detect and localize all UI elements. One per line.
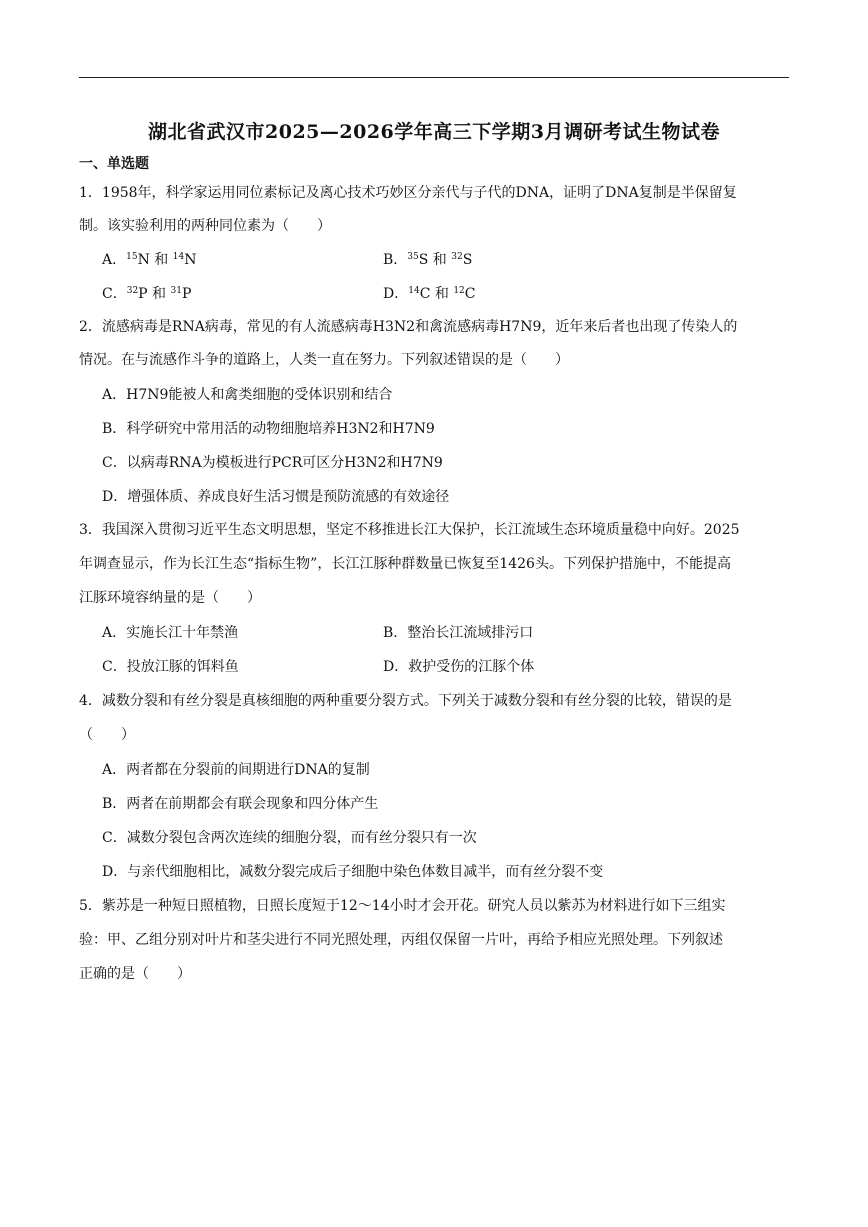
- question-3-option-c[interactable]: C．投放江豚的饵料鱼: [102, 659, 239, 675]
- question-2-option-c[interactable]: C．以病毒RNA为模板进行PCR可区分H3N2和H7N9: [102, 455, 443, 471]
- question-2-option-d[interactable]: D．增强体质、养成良好生活习惯是预防流感的有效途径: [102, 489, 450, 505]
- question-3-line-3: 江豚环境容纳量的是（ ）: [79, 590, 261, 606]
- question-5-line-3: 正确的是（ ）: [79, 966, 191, 982]
- question-4-option-c[interactable]: C．减数分裂包含两次连续的细胞分裂，而有丝分裂只有一次: [102, 830, 477, 846]
- question-4-line-2: （ ）: [79, 727, 135, 743]
- question-1-line-2: 制。该实验利用的两种同位素为（ ）: [79, 218, 331, 234]
- question-1-option-a[interactable]: A．$^{15}$N 和 $^{14}$N: [102, 252, 197, 268]
- question-1-line-1: 1．1958年，科学家运用同位素标记及离心技术巧妙区分亲代与子代的DNA，证明了DNA复制是半保留复: [79, 185, 737, 201]
- question-4-line-1: 4．减数分裂和有丝分裂是真核细胞的两种重要分裂方式。下列关于减数分裂和有丝分裂的比较，错误的是: [79, 693, 732, 709]
- question-3-option-d[interactable]: D．救护受伤的江豚个体: [383, 659, 535, 675]
- page-title: 湖北省武汉市2025—2026学年高三下学期3月调研考试生物试卷: [148, 121, 720, 143]
- header-rule: [79, 77, 789, 78]
- question-1-option-c[interactable]: C．$^{32}$P 和 $^{31}$P: [102, 286, 192, 302]
- question-4-option-b[interactable]: B．两者在前期都会有联会现象和四分体产生: [102, 796, 379, 812]
- question-2-line-1: 2．流感病毒是RNA病毒，常见的有人流感病毒H3N2和禽流感病毒H7N9，近年来后者也出现了传染人的: [79, 319, 738, 335]
- question-5-line-1: 5．紫苏是一种短日照植物，日照长度短于12～14小时才会开花。研究人员以紫苏为材料进行如下三组实: [79, 898, 726, 914]
- question-1-option-b[interactable]: B．$^{35}$S 和 $^{32}$S: [383, 252, 473, 268]
- question-4-option-a[interactable]: A．两者都在分裂前的间期进行DNA的复制: [102, 762, 370, 778]
- question-3-line-2: 年调查显示，作为长江生态“指标生物”，长江江豚种群数量已恢复至1426头。下列保护措施中，不能提高: [79, 556, 731, 572]
- question-3-option-a[interactable]: A．实施长江十年禁渔: [102, 625, 239, 641]
- question-3-option-b[interactable]: B．整治长江流域排污口: [383, 625, 534, 641]
- question-3-line-1: 3．我国深入贯彻习近平生态文明思想，坚定不移推进长江大保护，长江流域生态环境质量稳中向好。2025: [79, 522, 740, 538]
- question-2-option-b[interactable]: B．科学研究中常用活的动物细胞培养H3N2和H7N9: [102, 421, 435, 437]
- question-2-line-2: 情况。在与流感作斗争的道路上，人类一直在努力。下列叙述错误的是（ ）: [79, 352, 569, 368]
- question-1-option-d[interactable]: D．$^{14}$C 和 $^{12}$C: [383, 286, 476, 302]
- section-heading: 一、单选题: [79, 156, 149, 172]
- question-2-option-a[interactable]: A．H7N9能被人和禽类细胞的受体识别和结合: [102, 387, 393, 403]
- question-5-line-2: 验：甲、乙组分别对叶片和茎尖进行不同光照处理，丙组仅保留一片叶，再给予相应光照处理。下列叙述: [79, 932, 723, 948]
- question-4-option-d[interactable]: D．与亲代细胞相比，减数分裂完成后子细胞中染色体数目减半，而有丝分裂不变: [102, 864, 604, 880]
